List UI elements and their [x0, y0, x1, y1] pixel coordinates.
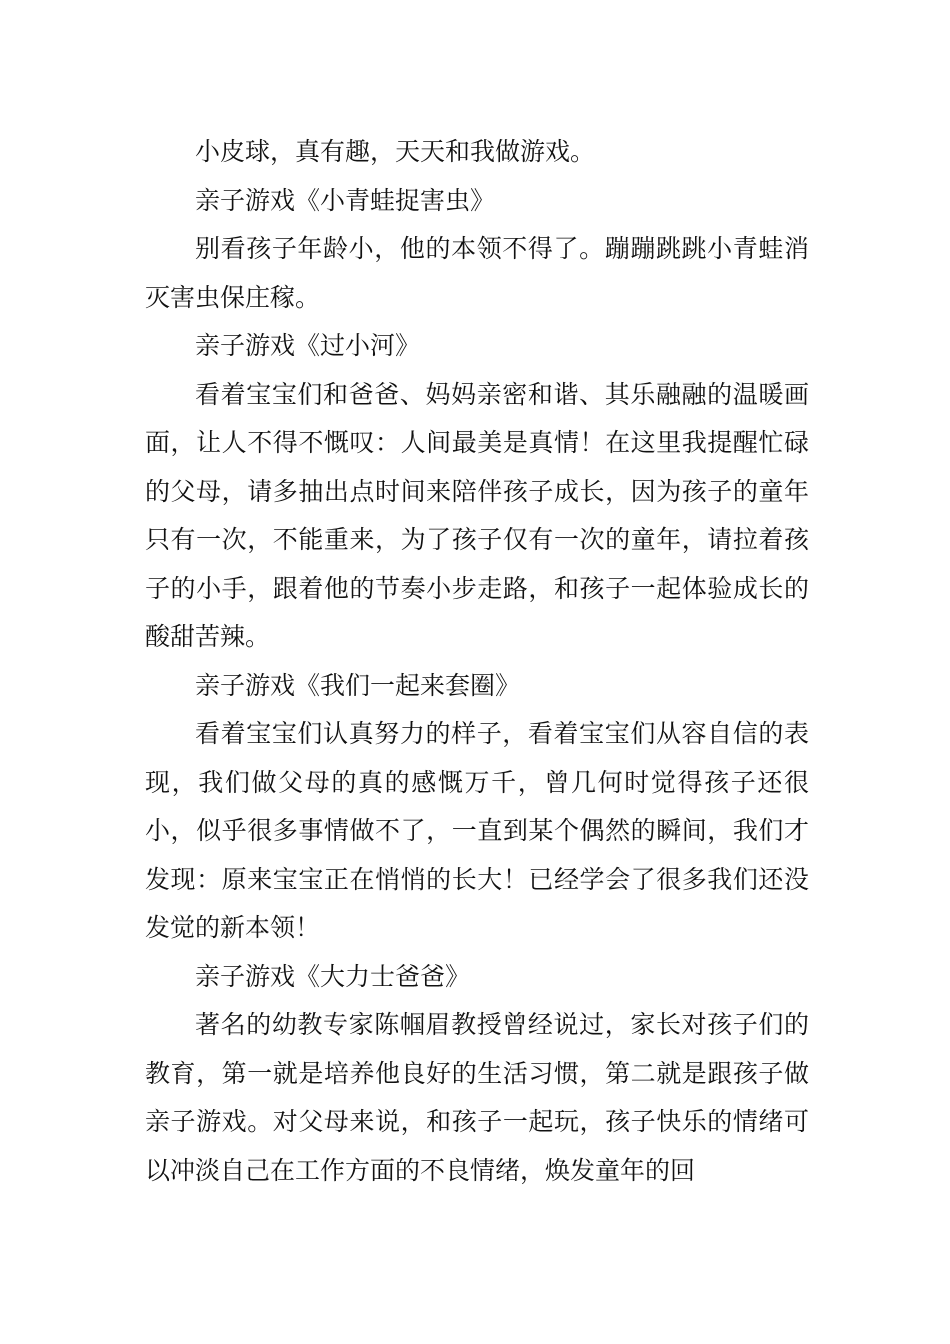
document-body — [145, 128, 809, 1195]
paragraph-strong-dad-game: 著名的幼教专家陈帼眉教授曾经说过，家长对孩子们的教育，第一就是培养他良好的生活习惯，第二就是跟孩子做亲子游戏。对父母来说，和孩子一起玩，孩子快乐的情绪可以冲淡自己在工作方面的不良情绪，焕发童年的回 — [145, 1010, 809, 1185]
heading-ring-toss-game: 亲子游戏《我们一起来套圈》 — [195, 670, 521, 700]
paragraph-ring-toss-game: 看着宝宝们认真努力的样子，看着宝宝们从容自信的表现，我们做父母的真的感慨万千，曾几何时觉得孩子还很小，似乎很多事情做不了，一直到某个偶然的瞬间，我们才发现：原来宝宝正在悄悄的长大！已经学会了很多我们还没发觉的新本领！ — [145, 719, 809, 942]
heading-frog-game: 亲子游戏《小青蛙捉害虫》 — [195, 185, 496, 215]
heading-strong-dad-game: 亲子游戏《大力士爸爸》 — [195, 961, 471, 991]
heading-river-game: 亲子游戏《过小河》 — [195, 331, 421, 360]
paragraph-river-game: 看着宝宝们和爸爸、妈妈亲密和谐、其乐融融的温暖画面，让人不得不慨叹：人间最美是真情！在这里我提醒忙碌的父母，请多抽出点时间来陪伴孩子成长，因为孩子的童年只有一次，不能重来，为了孩子仅有一次的童年，请拉着孩子的小手，跟着他的节奏小步走路，和孩子一起体验成长的酸甜苦辣。 — [145, 379, 809, 651]
paragraph-ball-rhyme: 小皮球，真有趣，天天和我做游戏。 — [195, 137, 596, 166]
paragraph-frog-game: 别看孩子年龄小，他的本领不得了。蹦蹦跳跳小青蛙消灭害虫保庄稼。 — [145, 234, 809, 312]
